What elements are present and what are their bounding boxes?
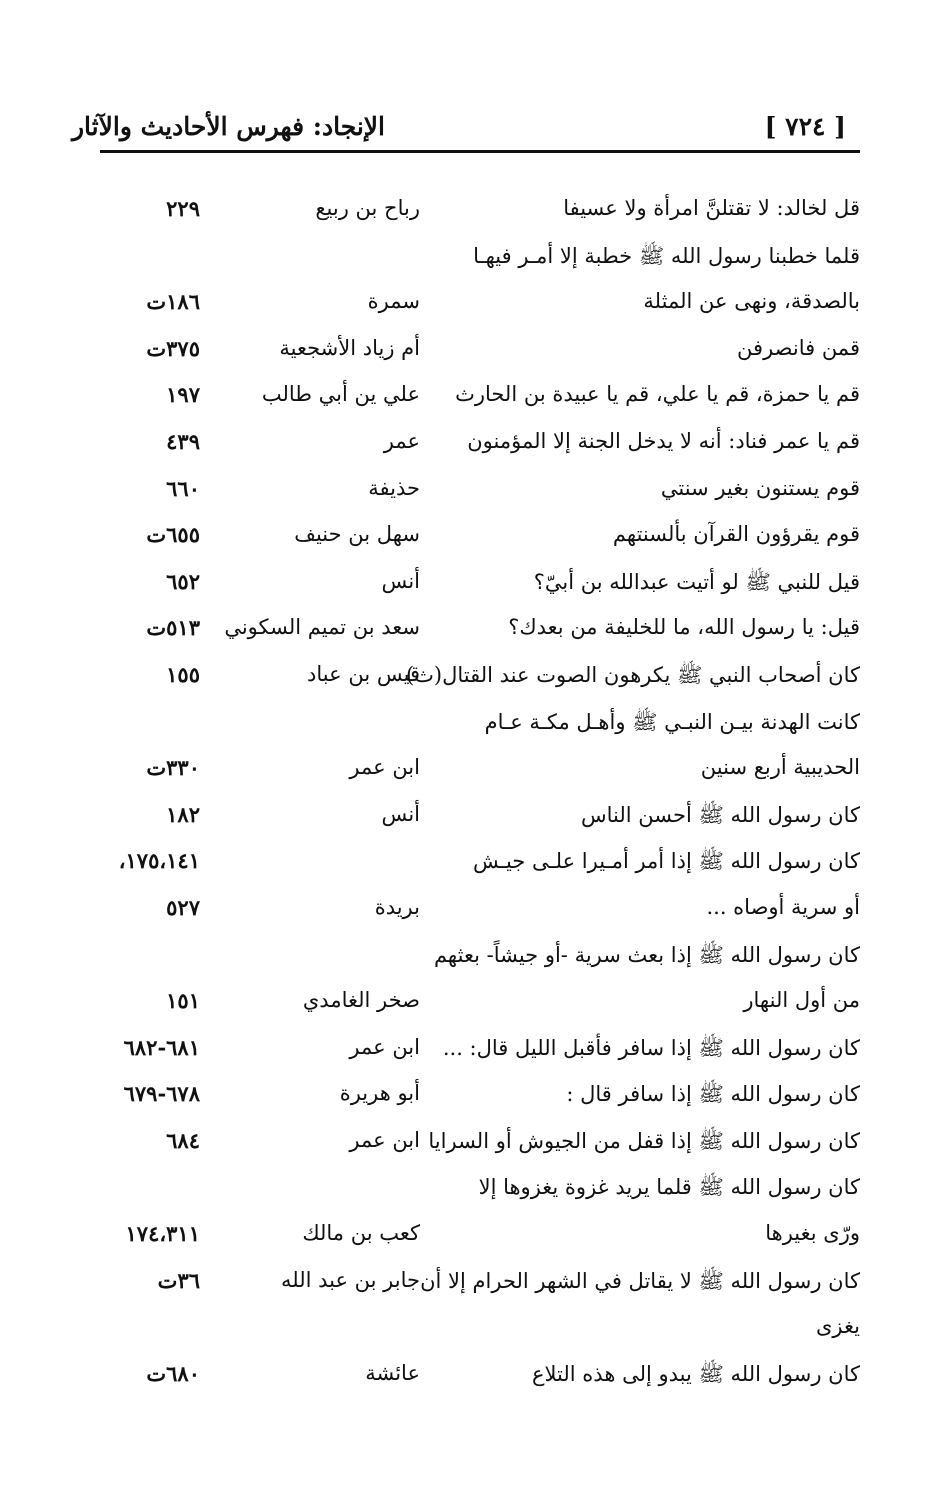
hadith-text: كانت الهدنة بيـن النبـي ﷺ وأهـل مكـة عـام <box>484 709 860 734</box>
hadith-text: كان رسول الله ﷺ إذا سافر فأقبل الليل قال: ... <box>442 1035 860 1060</box>
hadith-text: كان رسول الله ﷺ أحسن الناس <box>581 802 860 827</box>
narrator-name: سهل بن حنيف <box>294 522 420 547</box>
hadith-text: أو سرية أوصاه ... <box>706 894 860 919</box>
narrator-name: علي ين أبي طالب <box>261 382 420 407</box>
narrator-name: أنس <box>381 568 420 593</box>
index-row <box>100 190 860 237</box>
narrator-name: جابر بن عبد الله <box>280 1267 420 1292</box>
page-reference: ٤٣٩ <box>166 428 200 454</box>
hadith-text: قل لخالد: لا تقتلنَّ امرأة ولا عسيفا <box>563 196 860 220</box>
page-reference: ١٩٧ <box>166 382 200 408</box>
narrator-name: أم زياد الأشجعية <box>279 335 420 360</box>
page-reference: ١٥١ <box>166 988 200 1014</box>
page-reference: ٦٧٨-٦٧٩ <box>123 1081 200 1107</box>
page-reference: ٦٥٢ <box>166 568 200 594</box>
hadith-text: الحديبية أربع سنين <box>700 755 860 780</box>
narrator-name: صخر الغامدي <box>302 988 420 1013</box>
page-reference: ٦٨١-٦٨٢ <box>123 1034 200 1060</box>
page-reference: ٦٨٤ <box>166 1127 200 1153</box>
page-number: [ ٧٢٤ ] <box>764 112 846 141</box>
page-reference: ٣٧٥ت <box>146 335 200 361</box>
index-row <box>100 982 860 1029</box>
page-reference: ٣٦ت <box>157 1267 200 1293</box>
header-rule <box>100 150 860 153</box>
index-row <box>100 423 860 470</box>
index-row <box>100 749 860 796</box>
index-row <box>100 516 860 563</box>
running-title: الإنجاد: فهرس الأحاديث والآثار <box>71 112 385 141</box>
index-row <box>100 1262 860 1309</box>
page-reference: ٥١٣ت <box>146 615 200 641</box>
narrator-name: بريدة <box>374 894 420 919</box>
index-row <box>100 1029 860 1076</box>
index-row <box>100 889 860 936</box>
index-row <box>100 656 860 703</box>
hadith-text: قم يا عمر فناد: أنه لا يدخل الجنة إلا المؤمنون <box>467 428 860 453</box>
index-row <box>100 1308 860 1355</box>
index-row <box>100 237 860 284</box>
index-row <box>100 283 860 330</box>
hadith-text: من أول النهار <box>743 988 860 1013</box>
page-reference: ١٨٢ <box>166 801 200 827</box>
index-entries <box>100 190 860 1401</box>
page-reference: ٦٨٠ت <box>146 1360 200 1386</box>
narrator-name: ابن عمر <box>349 1034 420 1059</box>
narrator-name: قيس بن عباد <box>307 661 420 686</box>
index-row <box>100 796 860 843</box>
hadith-text: بالصدقة، ونهى عن المثلة <box>643 289 860 314</box>
page-reference: ١٨٦ت <box>146 289 200 315</box>
hadith-text: قيل: يا رسول الله، ما للخليفة من بعدك؟ <box>508 615 860 640</box>
index-row <box>100 1215 860 1262</box>
hadith-text: قوم يقرؤون القرآن بألسنتهم <box>612 522 860 547</box>
hadith-text: كان رسول الله ﷺ إذا قفل من الجيوش أو السرايا <box>428 1128 860 1153</box>
narrator-name: سعد بن تميم السكوني <box>224 615 420 640</box>
narrator-name: ابن عمر <box>349 1127 420 1152</box>
hadith-text: يغزى <box>816 1314 860 1339</box>
hadith-text: قم يا حمزة، قم يا علي، قم يا عبيدة بن الحارث <box>455 382 860 407</box>
index-row <box>100 563 860 610</box>
page-reference: ٦٦٠ <box>166 475 200 501</box>
page-reference: ٣٣٠ت <box>146 755 200 781</box>
index-row <box>100 1075 860 1122</box>
index-row <box>100 609 860 656</box>
index-row <box>100 470 860 517</box>
index-row <box>100 330 860 377</box>
hadith-text: كان رسول الله ﷺ قلما يريد غزوة يغزوها إلا <box>478 1175 860 1200</box>
index-row <box>100 1355 860 1402</box>
hadith-text: كان رسول الله ﷺ لا يقاتل في الشهر الحرام إلا أن <box>420 1268 860 1293</box>
page-reference: ١٥٥ <box>166 661 200 687</box>
narrator-name: عمر <box>383 428 420 453</box>
index-row <box>100 703 860 750</box>
index-row <box>100 842 860 889</box>
narrator-name: كعب بن مالك <box>302 1221 420 1246</box>
narrator-name: سمرة <box>367 289 420 314</box>
hadith-text: كان رسول الله ﷺ إذا بعث سرية -أو جيشاً- بعثهم <box>433 942 860 967</box>
narrator-name: أنس <box>381 801 420 826</box>
hadith-text: قيل للنبي ﷺ لو أتيت عبدالله بن أبيّ؟ <box>533 569 860 594</box>
index-row <box>100 936 860 983</box>
narrator-name: حذيفة <box>368 475 420 500</box>
page-header <box>71 108 860 148</box>
index-row <box>100 1122 860 1169</box>
page-reference: ١٧٥،١٤١، <box>118 848 200 874</box>
page-reference: ٦٥٥ت <box>146 522 200 548</box>
index-row <box>100 1168 860 1215</box>
hadith-text: كان رسول الله ﷺ يبدو إلى هذه التلاع <box>531 1361 860 1386</box>
page-reference: ٢٢٩ <box>166 196 200 221</box>
narrator-name: أبو هريرة <box>339 1081 420 1106</box>
hadith-text: كان رسول الله ﷺ إذا سافر قال : <box>566 1082 860 1107</box>
narrator-name: عائشة <box>365 1360 420 1385</box>
page-reference: ١٧٤،٣١١ <box>125 1221 200 1247</box>
hadith-text: قلما خطبنا رسول الله ﷺ خطبة إلا أمـر فيهـا <box>473 243 860 268</box>
page-reference: ٥٢٧ <box>166 894 200 920</box>
hadith-text: قوم يستنون بغير سنتي <box>660 475 860 500</box>
narrator-name: رباح بن ربيع <box>315 196 420 220</box>
narrator-name: ابن عمر <box>349 755 420 780</box>
hadith-text: كان أصحاب النبي ﷺ يكرهون الصوت عند القتال(ث) <box>405 662 860 687</box>
hadith-text: قمن فانصرفن <box>737 335 860 360</box>
hadith-text: كان رسول الله ﷺ إذا أمر أمـيرا علـى جيـش <box>473 849 860 874</box>
hadith-text: ورّى بغيرها <box>765 1221 860 1246</box>
index-row <box>100 376 860 423</box>
